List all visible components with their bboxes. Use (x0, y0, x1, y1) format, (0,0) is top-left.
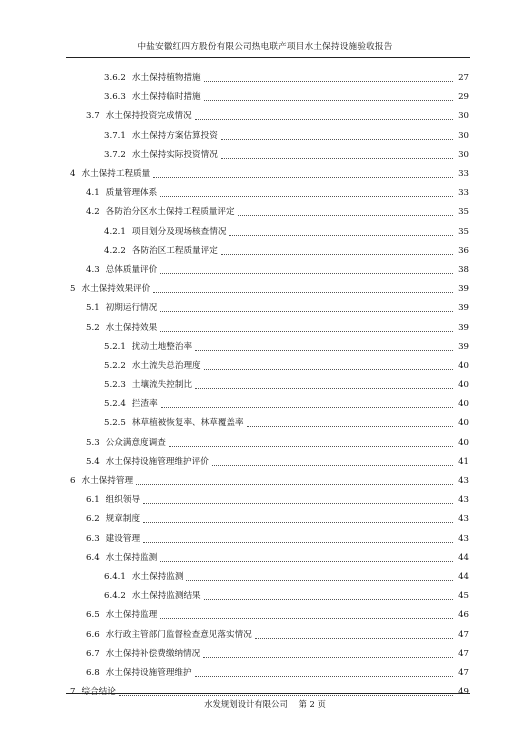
toc-entry-number: 4 (70, 169, 76, 180)
toc-entry-number: 3.7.1 (104, 130, 126, 141)
toc-entry-title: 水土保持工程质量 (81, 169, 151, 180)
toc-dot-leader (195, 675, 453, 677)
toc-dot-leader (160, 272, 453, 274)
toc-entry[interactable] (0, 107, 530, 126)
toc-entry[interactable] (0, 606, 530, 625)
toc-entry-number: 3.6.3 (104, 92, 126, 103)
toc-dot-leader (195, 349, 453, 351)
toc-dot-leader (203, 656, 453, 658)
toc-entry-page: 40 (458, 380, 469, 391)
toc-entry-number: 5.2.5 (104, 418, 126, 429)
toc-entry-page: 44 (458, 571, 469, 582)
toc-entry-page: 39 (458, 284, 469, 295)
page-header: 中盐安徽红四方股份有限公司热电联产项目水土保持设施验收报告 (137, 42, 393, 52)
toc-entry[interactable] (0, 549, 530, 568)
toc-entry-title: 水土保持监测结果 (131, 591, 201, 602)
toc-entry[interactable] (0, 395, 530, 414)
toc-dot-leader (153, 291, 453, 293)
toc-entry-title: 水土保持植物措施 (131, 73, 201, 84)
toc-dot-leader (160, 330, 453, 332)
toc-entry-page: 35 (458, 207, 469, 218)
toc-entry[interactable] (0, 664, 530, 683)
toc-entry-title: 水土保持设施管理维护评价 (105, 456, 209, 467)
toc-entry-page: 36 (458, 245, 469, 256)
toc-entry-number: 6.3 (86, 533, 100, 544)
toc-entry-number: 5 (70, 284, 76, 295)
toc-entry-title: 公众满意度调查 (105, 437, 166, 448)
toc-entry-title: 各防治区工程质量评定 (131, 245, 218, 256)
toc-entry-number: 4.2.1 (104, 226, 126, 237)
toc-dot-leader (160, 560, 453, 562)
toc-entry-page: 43 (458, 514, 469, 525)
toc-entry[interactable] (0, 587, 530, 606)
toc-entry-title: 拦渣率 (131, 399, 158, 410)
toc-entry[interactable] (0, 491, 530, 510)
toc-entry-title: 水土保持实际投资情况 (131, 149, 218, 160)
toc-dot-leader (195, 118, 453, 120)
toc-entry-page: 47 (458, 667, 469, 678)
toc-entry[interactable] (0, 165, 530, 184)
toc-entry-title: 水土保持方案估算投资 (131, 130, 218, 141)
toc-dot-leader (221, 138, 453, 140)
toc-dot-leader (229, 234, 453, 236)
toc-entry[interactable] (0, 261, 530, 280)
toc-entry[interactable] (0, 184, 530, 203)
toc-entry-page: 39 (458, 322, 469, 333)
toc-entry-number: 5.2.1 (104, 341, 126, 352)
footer-divider (66, 693, 470, 694)
toc-entry-title: 水土保持监理 (105, 610, 158, 621)
toc-entry-number: 3.7.2 (104, 149, 126, 160)
toc-entry-title: 各防治分区水土保持工程质量评定 (105, 207, 235, 218)
header-divider (66, 57, 470, 58)
toc-entry-page: 30 (458, 111, 469, 122)
toc-entry-title: 扰动土地整治率 (131, 341, 193, 352)
toc-entry[interactable] (0, 357, 530, 376)
toc-entry-page: 30 (458, 130, 469, 141)
toc-entry-page: 46 (458, 610, 469, 621)
toc-entry-page: 44 (458, 552, 469, 563)
toc-entry-number: 6.2 (86, 514, 100, 525)
toc-dot-leader (160, 195, 453, 197)
toc-entry-number: 6.8 (86, 667, 100, 678)
toc-entry-number: 4.3 (86, 264, 100, 275)
toc-entry-number: 5.2.3 (104, 380, 126, 391)
toc-entry-title: 水土保持设施管理维护 (105, 667, 192, 678)
toc-entry-page: 39 (458, 303, 469, 314)
toc-entry-title: 初期运行情况 (105, 303, 158, 314)
toc-dot-leader (161, 406, 453, 408)
toc-entry-number: 7 (70, 687, 76, 698)
toc-entry-number: 5.2.2 (104, 360, 126, 371)
toc-entry-page: 30 (458, 149, 469, 160)
toc-entry-title: 水土保持监测 (131, 571, 184, 582)
toc-entry-page: 40 (458, 418, 469, 429)
toc-entry-page: 43 (458, 533, 469, 544)
toc-entry-title: 水土保持监测 (105, 552, 158, 563)
toc-entry-number: 5.1 (86, 303, 100, 314)
toc-entry-title: 水土保持效果 (105, 322, 158, 333)
toc-dot-leader (169, 445, 453, 447)
toc-entry[interactable] (0, 69, 530, 88)
toc-entry[interactable] (0, 146, 530, 165)
toc-dot-leader (238, 214, 453, 216)
table-of-contents (0, 69, 530, 702)
toc-entry-number: 6.4 (86, 552, 100, 563)
toc-entry[interactable] (0, 299, 530, 318)
toc-entry[interactable] (0, 318, 530, 337)
toc-dot-leader (186, 579, 453, 581)
toc-entry-number: 5.2.4 (104, 399, 126, 410)
toc-entry-page: 33 (458, 169, 469, 180)
toc-entry-title: 规章制度 (105, 514, 141, 525)
toc-entry-number: 3.7 (86, 111, 100, 122)
toc-entry-number: 4.2.2 (104, 245, 126, 256)
toc-dot-leader (143, 541, 453, 543)
toc-dot-leader (160, 310, 453, 312)
toc-dot-leader (255, 637, 453, 639)
toc-entry-number: 5.2 (86, 322, 100, 333)
toc-entry-title: 质量管理体系 (105, 188, 158, 199)
toc-entry[interactable] (0, 568, 530, 587)
toc-entry[interactable] (0, 338, 530, 357)
toc-entry-page: 49 (458, 687, 469, 698)
toc-dot-leader (195, 387, 453, 389)
toc-entry[interactable] (0, 530, 530, 549)
toc-entry-page: 27 (458, 73, 469, 84)
toc-entry[interactable] (0, 88, 530, 107)
toc-entry[interactable] (0, 242, 530, 261)
toc-entry[interactable] (0, 203, 530, 222)
toc-entry-title: 水土保持临时措施 (131, 92, 201, 103)
toc-entry-number: 6.7 (86, 648, 100, 659)
toc-entry-title: 项目划分及现场核查情况 (131, 226, 227, 237)
toc-entry[interactable] (0, 645, 530, 664)
toc-entry-page: 39 (458, 341, 469, 352)
toc-entry[interactable] (0, 223, 530, 242)
toc-entry[interactable] (0, 127, 530, 146)
toc-entry-title: 土壤流失控制比 (131, 380, 193, 391)
toc-entry-number: 5.4 (86, 456, 100, 467)
toc-entry-title: 林草植被恢复率、林草覆盖率 (131, 418, 244, 429)
toc-entry-title: 水土保持效果评价 (81, 284, 151, 295)
toc-dot-leader (160, 617, 453, 619)
footer-company: 水发规划设计有限公司 (204, 699, 288, 709)
toc-entry-title: 综合结论 (81, 687, 116, 698)
toc-entry-number: 3.6.2 (104, 73, 126, 84)
toc-entry-page: 47 (458, 648, 469, 659)
toc-entry-number: 6.4.1 (104, 571, 126, 582)
toc-entry-number: 5.3 (86, 437, 100, 448)
toc-dot-leader (136, 483, 453, 485)
toc-entry[interactable] (0, 510, 530, 529)
toc-entry-page: 35 (458, 226, 469, 237)
toc-dot-leader (204, 368, 453, 370)
toc-entry-title: 水土保持补偿费缴纳情况 (105, 648, 201, 659)
toc-entry-page: 41 (458, 456, 469, 467)
toc-dot-leader (221, 157, 453, 159)
toc-dot-leader (204, 80, 453, 82)
toc-entry[interactable] (0, 414, 530, 433)
toc-dot-leader (221, 253, 453, 255)
toc-dot-leader (119, 694, 453, 696)
toc-entry-title: 建设管理 (105, 533, 141, 544)
toc-entry-title: 水行政主管部门监督检查意见落实情况 (105, 629, 252, 640)
toc-entry-title: 组织领导 (105, 495, 141, 506)
toc-entry[interactable] (0, 453, 530, 472)
toc-entry-number: 4.2 (86, 207, 100, 218)
toc-dot-leader (153, 176, 453, 178)
toc-entry-page: 43 (458, 495, 469, 506)
footer-page-number: 第 2 页 (298, 699, 326, 709)
toc-entry-number: 4.1 (86, 188, 100, 199)
toc-dot-leader (204, 99, 453, 101)
toc-entry-page: 40 (458, 399, 469, 410)
toc-entry-page: 45 (458, 591, 469, 602)
toc-entry-page: 33 (458, 188, 469, 199)
toc-entry-page: 29 (458, 92, 469, 103)
toc-entry-number: 6.1 (86, 495, 100, 506)
toc-entry-number: 6.5 (86, 610, 100, 621)
toc-dot-leader (247, 425, 453, 427)
toc-entry[interactable] (0, 472, 530, 491)
toc-dot-leader (143, 502, 453, 504)
toc-entry[interactable] (0, 625, 530, 644)
toc-entry-title: 水土流失总治理度 (131, 360, 201, 371)
toc-entry[interactable] (0, 376, 530, 395)
toc-entry-title: 总体质量评价 (105, 264, 158, 275)
toc-entry[interactable] (0, 434, 530, 453)
toc-entry-page: 47 (458, 629, 469, 640)
toc-entry-page: 40 (458, 437, 469, 448)
toc-entry[interactable] (0, 280, 530, 299)
toc-dot-leader (204, 598, 453, 600)
toc-entry-number: 6 (70, 476, 76, 487)
toc-dot-leader (212, 464, 453, 466)
toc-entry-title: 水土保持投资完成情况 (105, 111, 192, 122)
toc-entry-page: 43 (458, 476, 469, 487)
toc-entry-number: 6.4.2 (104, 591, 126, 602)
toc-dot-leader (143, 521, 453, 523)
page-footer (0, 698, 530, 710)
toc-entry-page: 40 (458, 360, 469, 371)
toc-entry-page: 38 (458, 264, 469, 275)
toc-entry-number: 6.6 (86, 629, 100, 640)
toc-entry-title: 水土保持管理 (81, 476, 134, 487)
